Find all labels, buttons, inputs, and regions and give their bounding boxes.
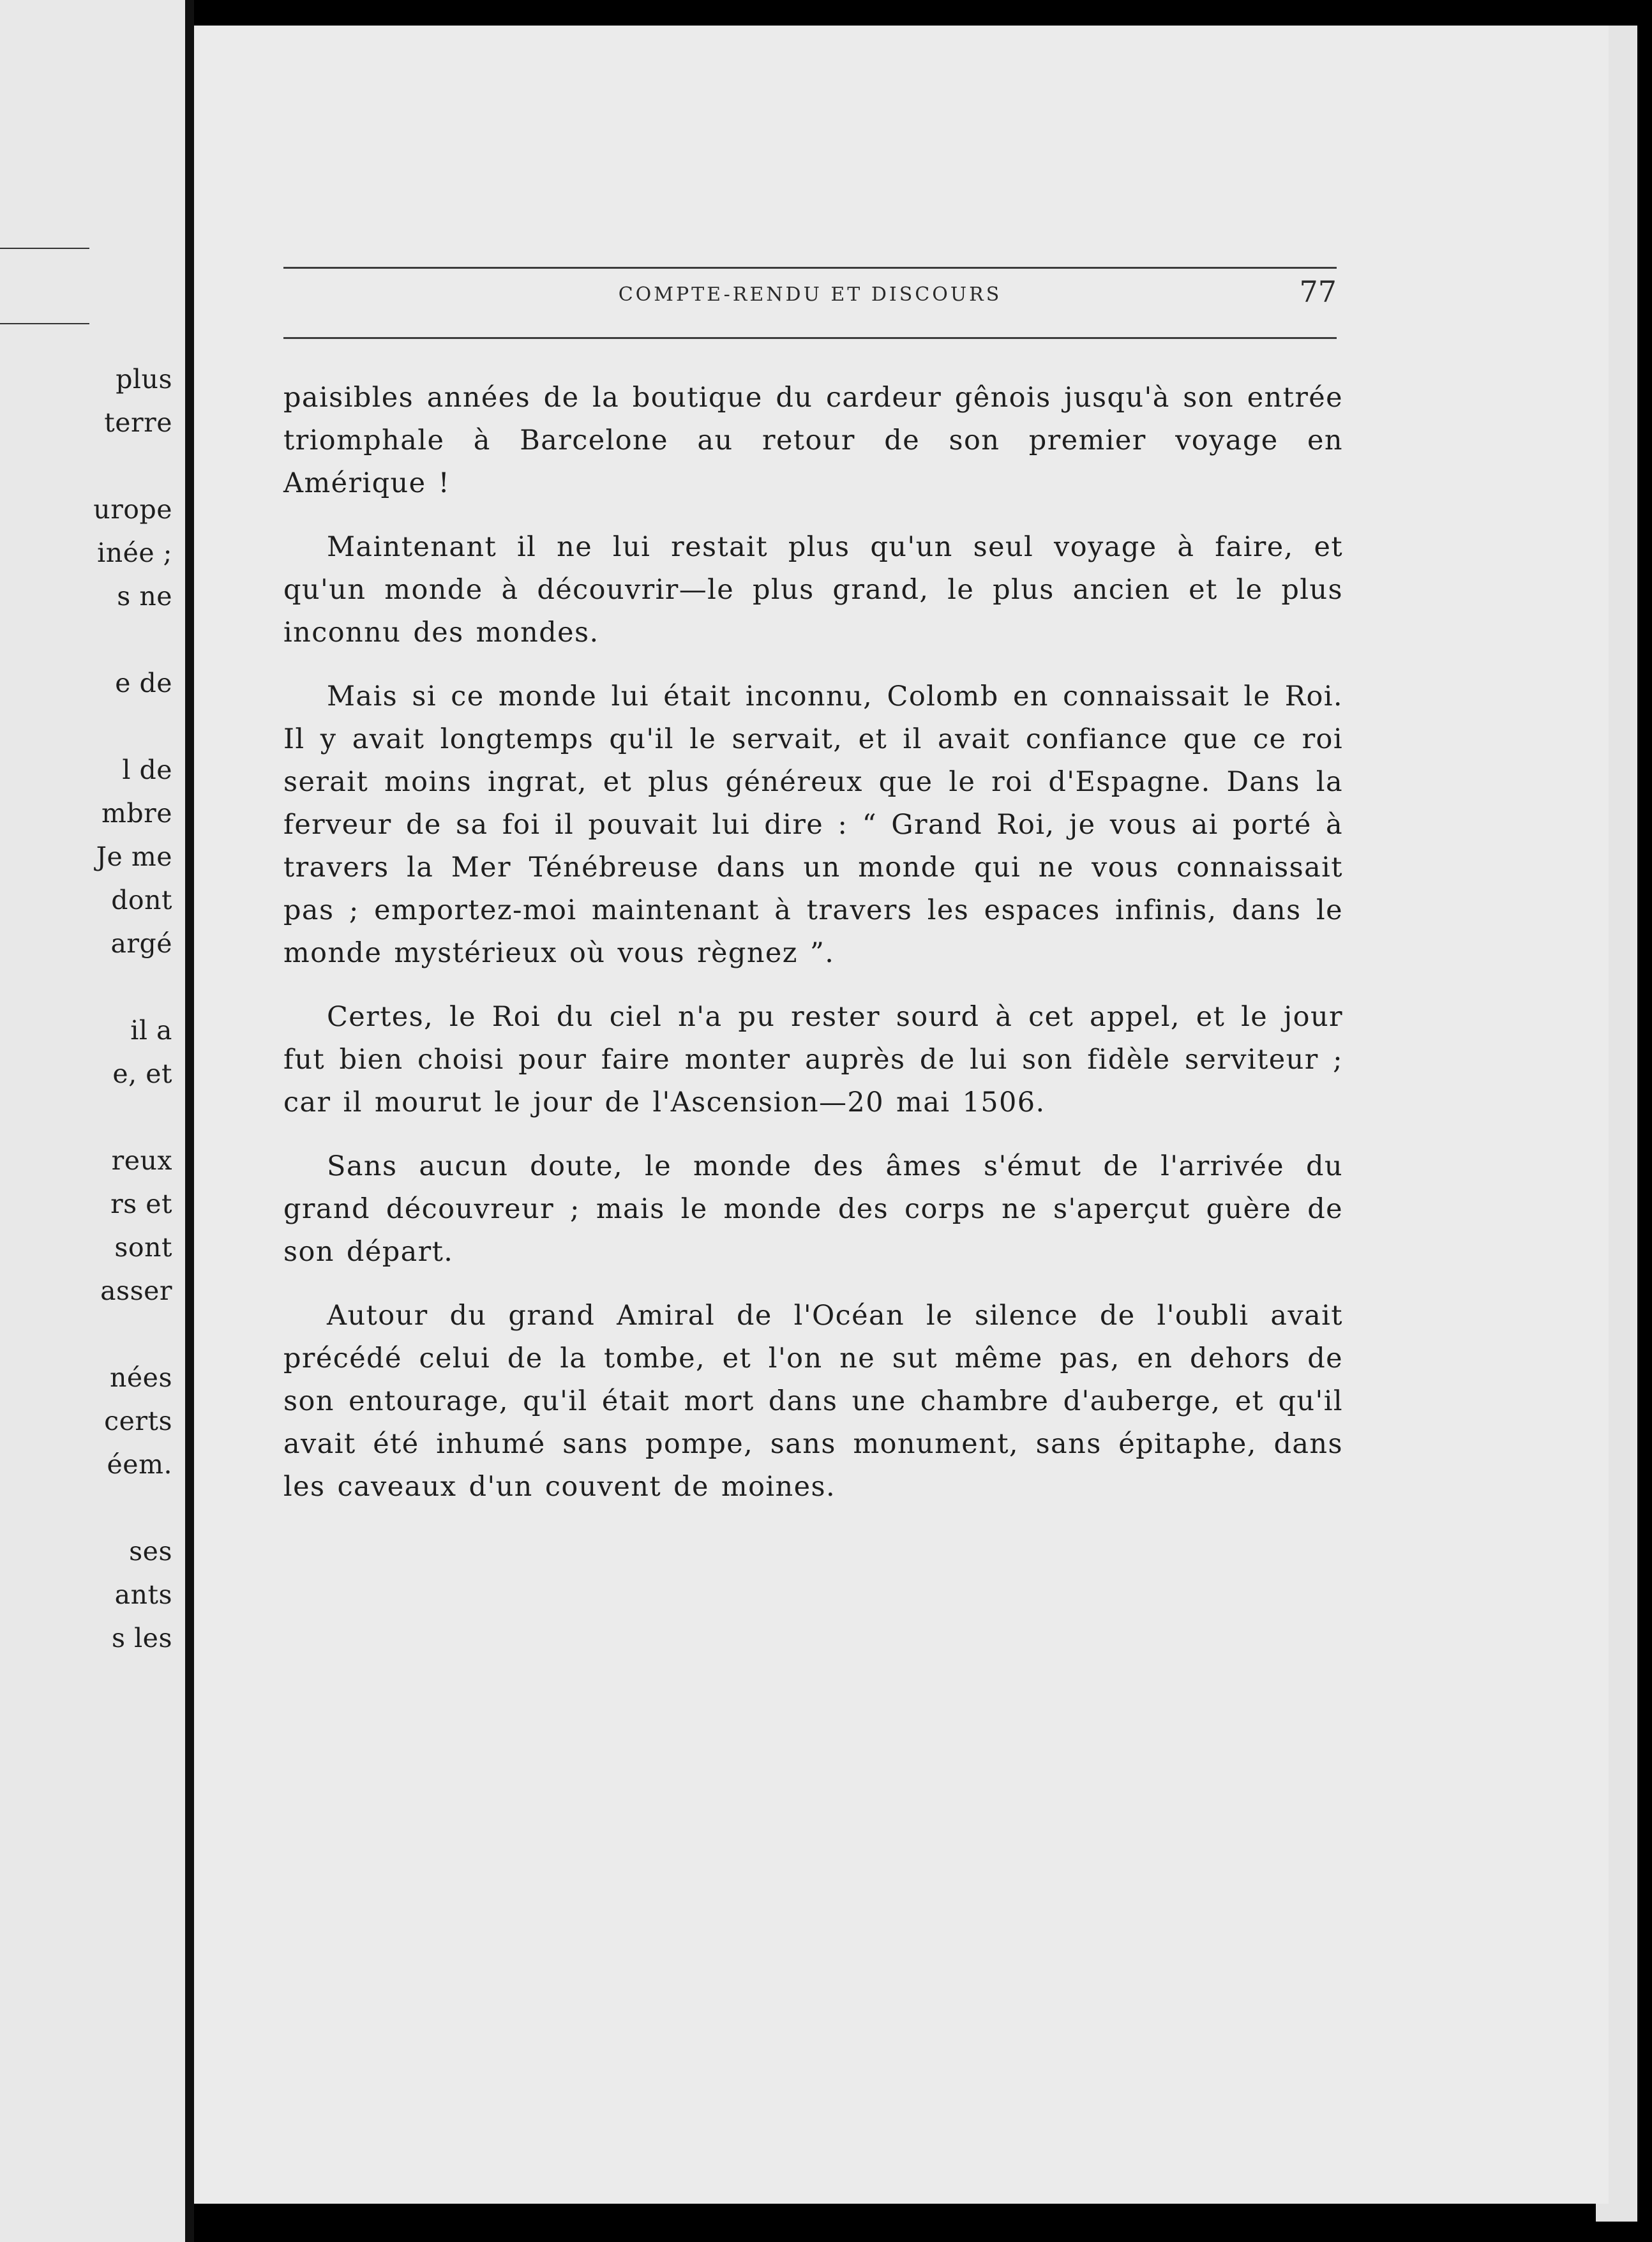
facing-line: s les (112, 1623, 172, 1653)
facing-page (0, 0, 185, 2242)
facing-line: Je me (96, 841, 172, 872)
facing-line: nées (110, 1362, 172, 1393)
facing-line: ants (114, 1579, 172, 1610)
facing-line: mbre (101, 798, 172, 829)
paragraph: Certes, le Roi du ciel n'a pu rester sourd à cet appel, et le jour fut bien choisi pour faire monter auprès de lui son fidèle serviteur ; car il mourut le jour de l'Ascension—20 mai 1506. (283, 1001, 1343, 1118)
header-rule-bottom (283, 337, 1337, 339)
page-header (283, 275, 1337, 319)
book-page (194, 26, 1609, 2204)
header-rule-top (283, 267, 1337, 269)
facing-line: asser (100, 1275, 172, 1306)
facing-line: e de (115, 668, 172, 698)
facing-line: terre (104, 407, 172, 438)
facing-line (19, 618, 172, 661)
facing-page-rule (0, 323, 89, 324)
paragraph: paisibles années de la boutique du cardeur gênois jusqu'à son entrée triomphale à Barcelone au retour de son premier voyage en Amérique ! (283, 382, 1343, 499)
facing-line: certs (104, 1406, 172, 1436)
paragraph: Maintenant il ne lui restait plus qu'un seul voyage à faire, et qu'un monde à découvrir—le plus grand, le plus ancien et le plus inconnu des mondes. (283, 531, 1343, 649)
running-head: COMPTE-RENDU ET DISCOURS (618, 283, 1002, 306)
facing-line (19, 444, 172, 488)
facing-line (19, 705, 172, 748)
facing-line: argé (110, 928, 172, 959)
page-body (283, 377, 1343, 1530)
page-number: 77 (1299, 275, 1337, 309)
facing-line: il a (130, 1015, 172, 1046)
facing-line: l de (122, 755, 172, 785)
facing-page-rule (0, 248, 89, 249)
paragraph: Sans aucun doute, le monde des âmes s'émut de l'arrivée du grand découvreur ; mais le monde des corps ne s'aperçut guère de son départ. (283, 1150, 1343, 1268)
facing-line: plus (116, 364, 172, 395)
facing-line: e, et (112, 1058, 172, 1089)
facing-line: éem. (107, 1449, 172, 1480)
facing-line: reux (111, 1145, 172, 1176)
facing-line: sont (114, 1232, 172, 1263)
facing-line: dont (111, 885, 172, 915)
facing-line (19, 1313, 172, 1356)
book-spine (185, 0, 194, 2242)
facing-line (19, 965, 172, 1009)
facing-line: s ne (117, 581, 172, 612)
paragraph: Mais si ce monde lui était inconnu, Colomb en connaissait le Roi. Il y avait longtemps qu'il le servait, et il avait confiance que ce roi serait moins ingrat, et plus généreux que le roi d'Espagne. Dans la ferveur de sa foi il pouvait lui dire : “ Grand Roi, je vous ai porté à travers la Mer Ténébreuse dans un monde qui ne vous connaissait pas ; emportez-moi maintenant à travers les espaces infinis, dans le monde mystérieux où vous règnez ”. (283, 681, 1343, 969)
facing-line: inée ; (97, 538, 172, 568)
facing-line (19, 1486, 172, 1530)
facing-page-text (19, 357, 172, 1660)
facing-line: ses (129, 1536, 172, 1567)
paragraph: Autour du grand Amiral de l'Océan le silence de l'oubli avait précédé celui de la tombe, et l'on ne sut même pas, en dehors de son entourage, qu'il était mort dans une chambre d'auberge, et qu'il avait été inhumé sans pompe, sans monument, sans épitaphe, dans les caveaux d'un couvent de moines. (283, 1300, 1343, 1503)
facing-line: urope (93, 494, 172, 525)
facing-line: rs et (110, 1189, 172, 1219)
facing-line (19, 1095, 172, 1139)
